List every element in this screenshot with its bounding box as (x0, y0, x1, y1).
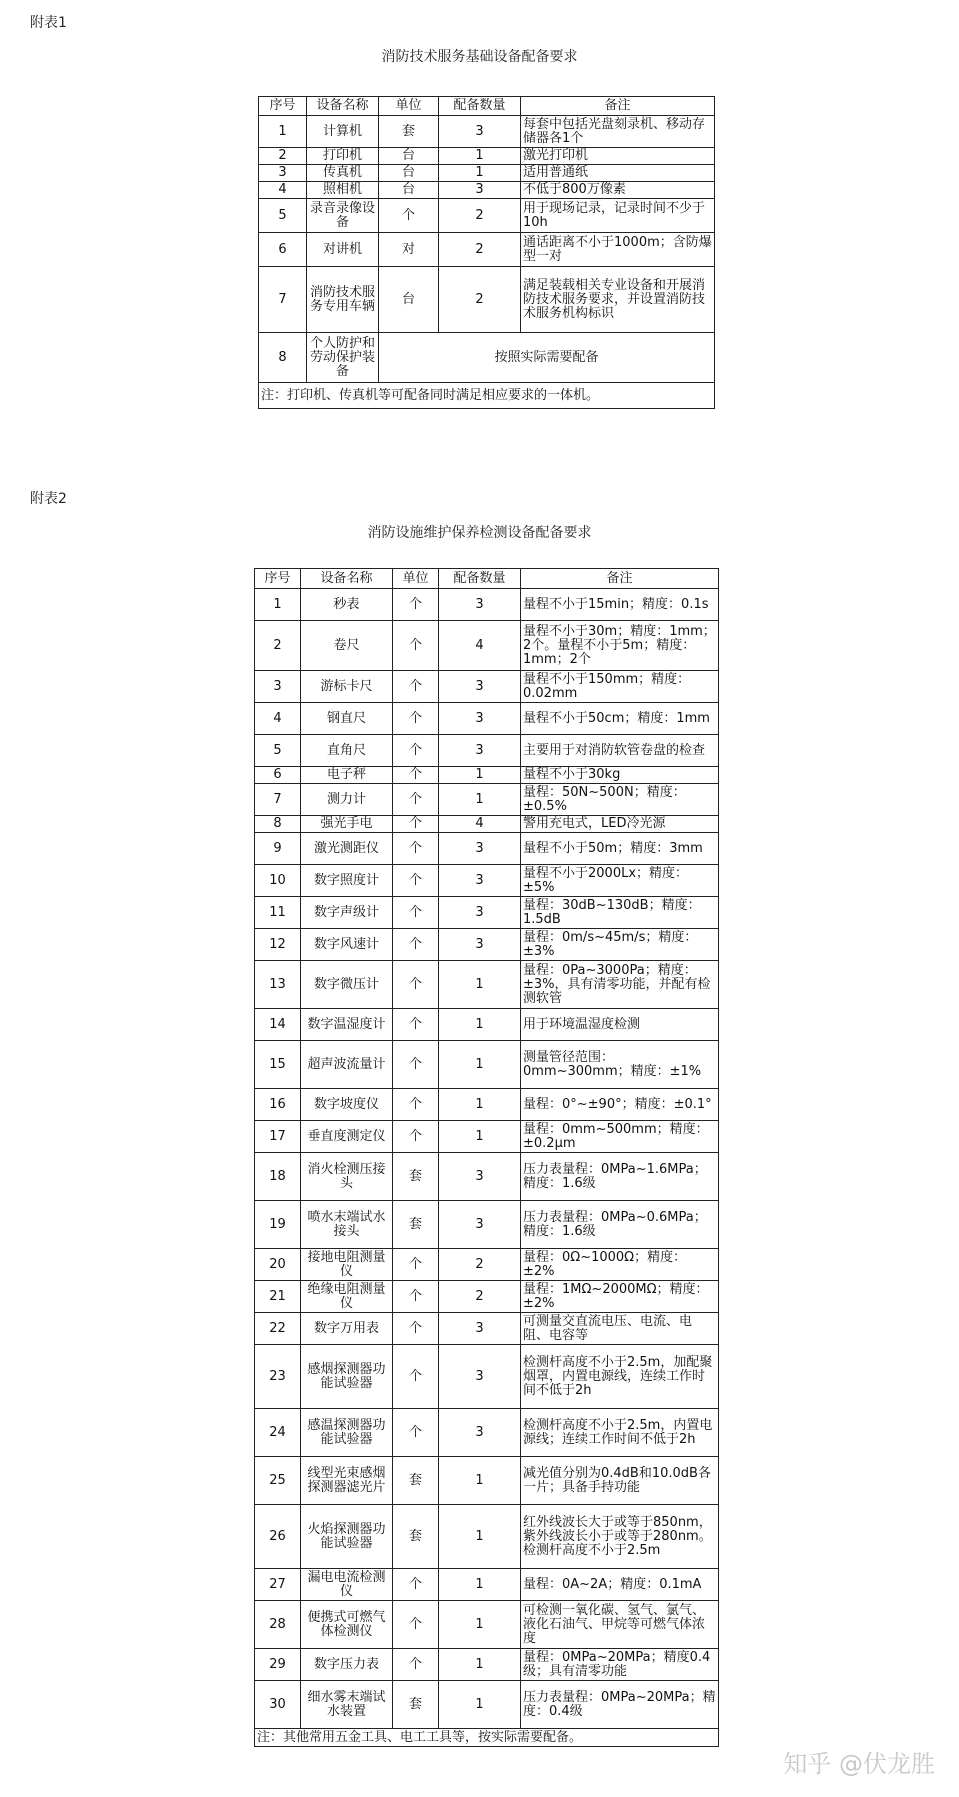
cell-no: 9 (255, 833, 301, 865)
table-row (255, 784, 719, 816)
cell-no: 14 (255, 1009, 301, 1041)
cell-qty: 4 (439, 816, 521, 833)
table-row (255, 833, 719, 865)
cell-qty: 1 (439, 1041, 521, 1089)
cell-no: 8 (259, 333, 307, 383)
cell-name: 个人防护和劳动保护装备 (307, 333, 379, 383)
cell-remark: 可测量交直流电压、电流、电阻、电容等 (521, 1313, 719, 1345)
cell-no: 11 (255, 897, 301, 929)
cell-remark: 量程：50N~500N；精度：±0.5% (521, 784, 719, 816)
cell-qty: 3 (439, 735, 521, 767)
cell-no: 21 (255, 1281, 301, 1313)
cell-no: 1 (259, 116, 307, 148)
table-row (259, 233, 715, 267)
table-row (255, 1345, 719, 1409)
cell-unit: 个 (393, 767, 439, 784)
header-name: 设备名称 (307, 97, 379, 116)
cell-qty: 1 (439, 148, 521, 165)
table-row (255, 1089, 719, 1121)
cell-no: 30 (255, 1681, 301, 1729)
cell-no: 3 (259, 165, 307, 182)
table1-title: 消防技术服务基础设备配备要求 (381, 49, 578, 65)
table-row (255, 1041, 719, 1089)
cell-unit: 套 (393, 1681, 439, 1729)
cell-unit: 个 (393, 621, 439, 671)
table-row (255, 671, 719, 703)
cell-unit: 个 (393, 1089, 439, 1121)
cell-unit: 套 (379, 116, 439, 148)
cell-remark: 不低于800万像素 (521, 182, 715, 199)
table1-body (259, 116, 715, 333)
cell-no: 6 (259, 233, 307, 267)
cell-name: 打印机 (307, 148, 379, 165)
cell-no: 16 (255, 1089, 301, 1121)
cell-qty: 3 (439, 929, 521, 961)
cell-remark: 压力表量程：0MPa~1.6MPa；精度：1.6级 (521, 1153, 719, 1201)
cell-name: 接地电阻测量仪 (301, 1249, 393, 1281)
cell-name: 感烟探测器功能试验器 (301, 1345, 393, 1409)
cell-unit: 台 (379, 267, 439, 333)
cell-unit: 个 (393, 897, 439, 929)
cell-remark: 压力表量程：0MPa~20MPa；精度：0.4级 (521, 1681, 719, 1729)
cell-unit: 套 (393, 1457, 439, 1505)
cell-remark: 量程不小于30m；精度：1mm；2个。量程不小于5m；精度：1mm；2个 (521, 621, 719, 671)
cell-name: 对讲机 (307, 233, 379, 267)
table-row (255, 589, 719, 621)
cell-name: 测力计 (301, 784, 393, 816)
cell-remark: 用于环境温湿度检测 (521, 1009, 719, 1041)
table-row (255, 1569, 719, 1601)
cell-name: 绝缘电阻测量仪 (301, 1281, 393, 1313)
cell-qty: 3 (439, 1201, 521, 1249)
cell-no: 29 (255, 1649, 301, 1681)
cell-remark: 用于现场记录，记录时间不少于10h (521, 199, 715, 233)
cell-no: 25 (255, 1457, 301, 1505)
cell-unit: 台 (379, 148, 439, 165)
cell-qty: 1 (439, 1505, 521, 1569)
cell-qty: 2 (439, 1249, 521, 1281)
cell-name: 超声波流量计 (301, 1041, 393, 1089)
header-unit: 单位 (393, 569, 439, 589)
cell-qty: 3 (439, 671, 521, 703)
cell-name: 数字照度计 (301, 865, 393, 897)
cell-name: 钢直尺 (301, 703, 393, 735)
cell-qty: 1 (439, 784, 521, 816)
header-qty: 配备数量 (439, 97, 521, 116)
cell-no: 8 (255, 816, 301, 833)
table-row (255, 703, 719, 735)
cell-qty: 1 (439, 1457, 521, 1505)
cell-no: 28 (255, 1601, 301, 1649)
cell-name: 消防技术服务专用车辆 (307, 267, 379, 333)
cell-name: 喷水末端试水接头 (301, 1201, 393, 1249)
header-qty: 配备数量 (439, 569, 521, 589)
cell-merged-remark: 按照实际需要配备 (379, 333, 715, 383)
cell-remark: 满足装载相关专业设备和开展消防技术服务要求，并设置消防技术服务机构标识 (521, 267, 715, 333)
cell-remark: 通话距离不小于1000m；含防爆型一对 (521, 233, 715, 267)
cell-qty: 1 (439, 1649, 521, 1681)
table-row (255, 767, 719, 784)
cell-qty: 3 (439, 865, 521, 897)
table-row (255, 735, 719, 767)
cell-no: 4 (255, 703, 301, 735)
table-row (255, 1649, 719, 1681)
cell-no: 20 (255, 1249, 301, 1281)
table-row (255, 1201, 719, 1249)
equipment-table-2 (254, 568, 719, 1747)
cell-qty: 1 (439, 1009, 521, 1041)
cell-remark: 量程：0A~2A；精度：0.1mA (521, 1569, 719, 1601)
cell-unit: 个 (393, 735, 439, 767)
cell-no: 7 (259, 267, 307, 333)
table1-note: 注：打印机、传真机等可配备同时满足相应要求的一体机。 (259, 383, 715, 409)
cell-unit: 个 (393, 1601, 439, 1649)
cell-unit: 个 (393, 703, 439, 735)
cell-qty: 1 (439, 1681, 521, 1729)
cell-unit: 个 (393, 1249, 439, 1281)
cell-name: 消火栓测压接头 (301, 1153, 393, 1201)
table-header-row (259, 97, 715, 116)
cell-name: 传真机 (307, 165, 379, 182)
cell-no: 5 (259, 199, 307, 233)
table-note-row (255, 1729, 719, 1747)
table-row (259, 199, 715, 233)
cell-qty: 1 (439, 1601, 521, 1649)
cell-unit: 个 (393, 671, 439, 703)
cell-name: 数字微压计 (301, 961, 393, 1009)
cell-remark: 量程：0Ω~1000Ω；精度：±2% (521, 1249, 719, 1281)
cell-qty: 3 (439, 182, 521, 199)
cell-remark: 检测杆高度不小于2.5m，内置电源线；连续工作时间不低于2h (521, 1409, 719, 1457)
cell-qty: 4 (439, 621, 521, 671)
cell-no: 27 (255, 1569, 301, 1601)
cell-name: 数字坡度仪 (301, 1089, 393, 1121)
cell-no: 2 (259, 148, 307, 165)
cell-qty: 1 (439, 1569, 521, 1601)
cell-unit: 个 (393, 784, 439, 816)
cell-name: 卷尺 (301, 621, 393, 671)
table-row (255, 1009, 719, 1041)
header-name: 设备名称 (301, 569, 393, 589)
cell-no: 2 (255, 621, 301, 671)
table-row (255, 1281, 719, 1313)
cell-remark: 主要用于对消防软管卷盘的检查 (521, 735, 719, 767)
cell-name: 直角尺 (301, 735, 393, 767)
cell-name: 数字压力表 (301, 1649, 393, 1681)
cell-no: 4 (259, 182, 307, 199)
cell-name: 数字万用表 (301, 1313, 393, 1345)
table-row (255, 816, 719, 833)
cell-unit: 个 (379, 199, 439, 233)
cell-remark: 量程：0Pa~3000Pa；精度：±3%，具有清零功能，并配有检测软管 (521, 961, 719, 1009)
cell-no: 23 (255, 1345, 301, 1409)
cell-name: 垂直度测定仪 (301, 1121, 393, 1153)
cell-name: 强光手电 (301, 816, 393, 833)
watermark: 知乎 @伏龙胜 (783, 1750, 935, 1778)
table-row (255, 1457, 719, 1505)
cell-unit: 台 (379, 165, 439, 182)
cell-no: 18 (255, 1153, 301, 1201)
cell-remark: 量程：1MΩ~2000MΩ；精度：±2% (521, 1281, 719, 1313)
cell-no: 15 (255, 1041, 301, 1089)
table-row (255, 1409, 719, 1457)
cell-qty: 1 (439, 961, 521, 1009)
cell-qty: 3 (439, 833, 521, 865)
table-row (259, 182, 715, 199)
cell-remark: 红外线波长大于或等于850nm，紫外线波长小于或等于280nm。检测杆高度不小于2.5m (521, 1505, 719, 1569)
cell-unit: 个 (393, 1345, 439, 1409)
cell-remark: 量程：0mm~500mm；精度：±0.2μm (521, 1121, 719, 1153)
cell-name: 细水雾末端试水装置 (301, 1681, 393, 1729)
cell-no: 19 (255, 1201, 301, 1249)
cell-no: 7 (255, 784, 301, 816)
header-remark: 备注 (521, 569, 719, 589)
cell-no: 10 (255, 865, 301, 897)
cell-no: 24 (255, 1409, 301, 1457)
cell-qty: 3 (439, 1313, 521, 1345)
cell-qty: 3 (439, 703, 521, 735)
cell-no: 3 (255, 671, 301, 703)
cell-remark: 量程：0MPa~20MPa；精度0.4级；具有清零功能 (521, 1649, 719, 1681)
table-row (255, 865, 719, 897)
cell-remark: 激光打印机 (521, 148, 715, 165)
table-row (259, 165, 715, 182)
cell-name: 计算机 (307, 116, 379, 148)
cell-unit: 个 (393, 1313, 439, 1345)
cell-unit: 套 (393, 1505, 439, 1569)
cell-unit: 对 (379, 233, 439, 267)
cell-remark: 测量管径范围：0mm~300mm；精度：±1% (521, 1041, 719, 1089)
table-row (259, 116, 715, 148)
cell-no: 22 (255, 1313, 301, 1345)
cell-qty: 3 (439, 589, 521, 621)
cell-qty: 3 (439, 1409, 521, 1457)
cell-unit: 个 (393, 589, 439, 621)
cell-remark: 适用普通纸 (521, 165, 715, 182)
cell-unit: 个 (393, 816, 439, 833)
cell-unit: 台 (379, 182, 439, 199)
cell-no: 5 (255, 735, 301, 767)
cell-unit: 个 (393, 961, 439, 1009)
equipment-table-1 (258, 96, 715, 409)
table-row (255, 621, 719, 671)
cell-qty: 2 (439, 233, 521, 267)
cell-remark: 量程不小于50m；精度：3mm (521, 833, 719, 865)
table-row (255, 961, 719, 1009)
cell-unit: 个 (393, 1569, 439, 1601)
table-note-row (259, 383, 715, 409)
table-row (259, 333, 715, 383)
cell-remark: 警用充电式，LED冷光源 (521, 816, 719, 833)
cell-remark: 量程不小于2000Lx；精度：±5% (521, 865, 719, 897)
header-no: 序号 (259, 97, 307, 116)
cell-no: 1 (255, 589, 301, 621)
cell-no: 26 (255, 1505, 301, 1569)
cell-remark: 量程不小于15min；精度：0.1s (521, 589, 719, 621)
cell-name: 火焰探测器功能试验器 (301, 1505, 393, 1569)
cell-name: 录音录像设备 (307, 199, 379, 233)
cell-name: 秒表 (301, 589, 393, 621)
cell-name: 线型光束感烟探测器滤光片 (301, 1457, 393, 1505)
table-row (255, 1681, 719, 1729)
cell-remark: 量程：0m/s~45m/s；精度：±3% (521, 929, 719, 961)
table-row (255, 929, 719, 961)
cell-remark: 量程不小于50cm；精度：1mm (521, 703, 719, 735)
cell-name: 数字温湿度计 (301, 1009, 393, 1041)
table-row (259, 148, 715, 165)
cell-unit: 个 (393, 1409, 439, 1457)
cell-name: 激光测距仪 (301, 833, 393, 865)
header-no: 序号 (255, 569, 301, 589)
cell-qty: 1 (439, 767, 521, 784)
cell-name: 感温探测器功能试验器 (301, 1409, 393, 1457)
cell-qty: 3 (439, 1153, 521, 1201)
cell-unit: 个 (393, 1649, 439, 1681)
table-row (255, 897, 719, 929)
cell-name: 照相机 (307, 182, 379, 199)
header-remark: 备注 (521, 97, 715, 116)
table-header-row (255, 569, 719, 589)
cell-name: 漏电电流检测仪 (301, 1569, 393, 1601)
cell-qty: 3 (439, 1345, 521, 1409)
table-row (255, 1505, 719, 1569)
cell-name: 数字声级计 (301, 897, 393, 929)
cell-unit: 个 (393, 833, 439, 865)
table2-note: 注：其他常用五金工具、电工工具等，按实际需要配备。 (255, 1729, 719, 1747)
table2-label: 附表2 (30, 491, 67, 507)
cell-remark: 可检测一氧化碳、氢气、氯气、液化石油气、甲烷等可燃气体浓度 (521, 1601, 719, 1649)
cell-qty: 1 (439, 1089, 521, 1121)
cell-remark: 压力表量程：0MPa~0.6MPa；精度：1.6级 (521, 1201, 719, 1249)
table-row (255, 1601, 719, 1649)
cell-qty: 1 (439, 1121, 521, 1153)
cell-no: 6 (255, 767, 301, 784)
table1-label: 附表1 (30, 15, 67, 31)
table-row (255, 1313, 719, 1345)
cell-qty: 2 (439, 199, 521, 233)
cell-remark: 量程：30dB~130dB；精度：1.5dB (521, 897, 719, 929)
cell-qty: 3 (439, 116, 521, 148)
cell-unit: 个 (393, 865, 439, 897)
cell-unit: 个 (393, 929, 439, 961)
cell-unit: 个 (393, 1281, 439, 1313)
table2-body (255, 589, 719, 1729)
cell-unit: 个 (393, 1121, 439, 1153)
cell-name: 电子秤 (301, 767, 393, 784)
cell-remark: 减光值分别为0.4dB和10.0dB各一片；具备手持功能 (521, 1457, 719, 1505)
table-row (259, 267, 715, 333)
table2-title: 消防设施维护保养检测设备配备要求 (367, 525, 592, 541)
cell-qty: 1 (439, 165, 521, 182)
cell-name: 数字风速计 (301, 929, 393, 961)
table-row (255, 1153, 719, 1201)
cell-qty: 2 (439, 1281, 521, 1313)
table-row (255, 1121, 719, 1153)
cell-remark: 量程不小于30kg (521, 767, 719, 784)
cell-unit: 套 (393, 1153, 439, 1201)
cell-remark: 检测杆高度不小于2.5m，加配聚烟罩，内置电源线，连续工作时间不低于2h (521, 1345, 719, 1409)
table-row (255, 1249, 719, 1281)
cell-no: 17 (255, 1121, 301, 1153)
cell-no: 12 (255, 929, 301, 961)
cell-qty: 2 (439, 267, 521, 333)
cell-remark: 每套中包括光盘刻录机、移动存储器各1个 (521, 116, 715, 148)
cell-no: 13 (255, 961, 301, 1009)
cell-name: 游标卡尺 (301, 671, 393, 703)
cell-remark: 量程不小于150mm；精度：0.02mm (521, 671, 719, 703)
cell-remark: 量程：0°~±90°；精度：±0.1° (521, 1089, 719, 1121)
cell-unit: 套 (393, 1201, 439, 1249)
header-unit: 单位 (379, 97, 439, 116)
cell-qty: 3 (439, 897, 521, 929)
cell-unit: 个 (393, 1041, 439, 1089)
cell-unit: 个 (393, 1009, 439, 1041)
cell-name: 便携式可燃气体检测仪 (301, 1601, 393, 1649)
